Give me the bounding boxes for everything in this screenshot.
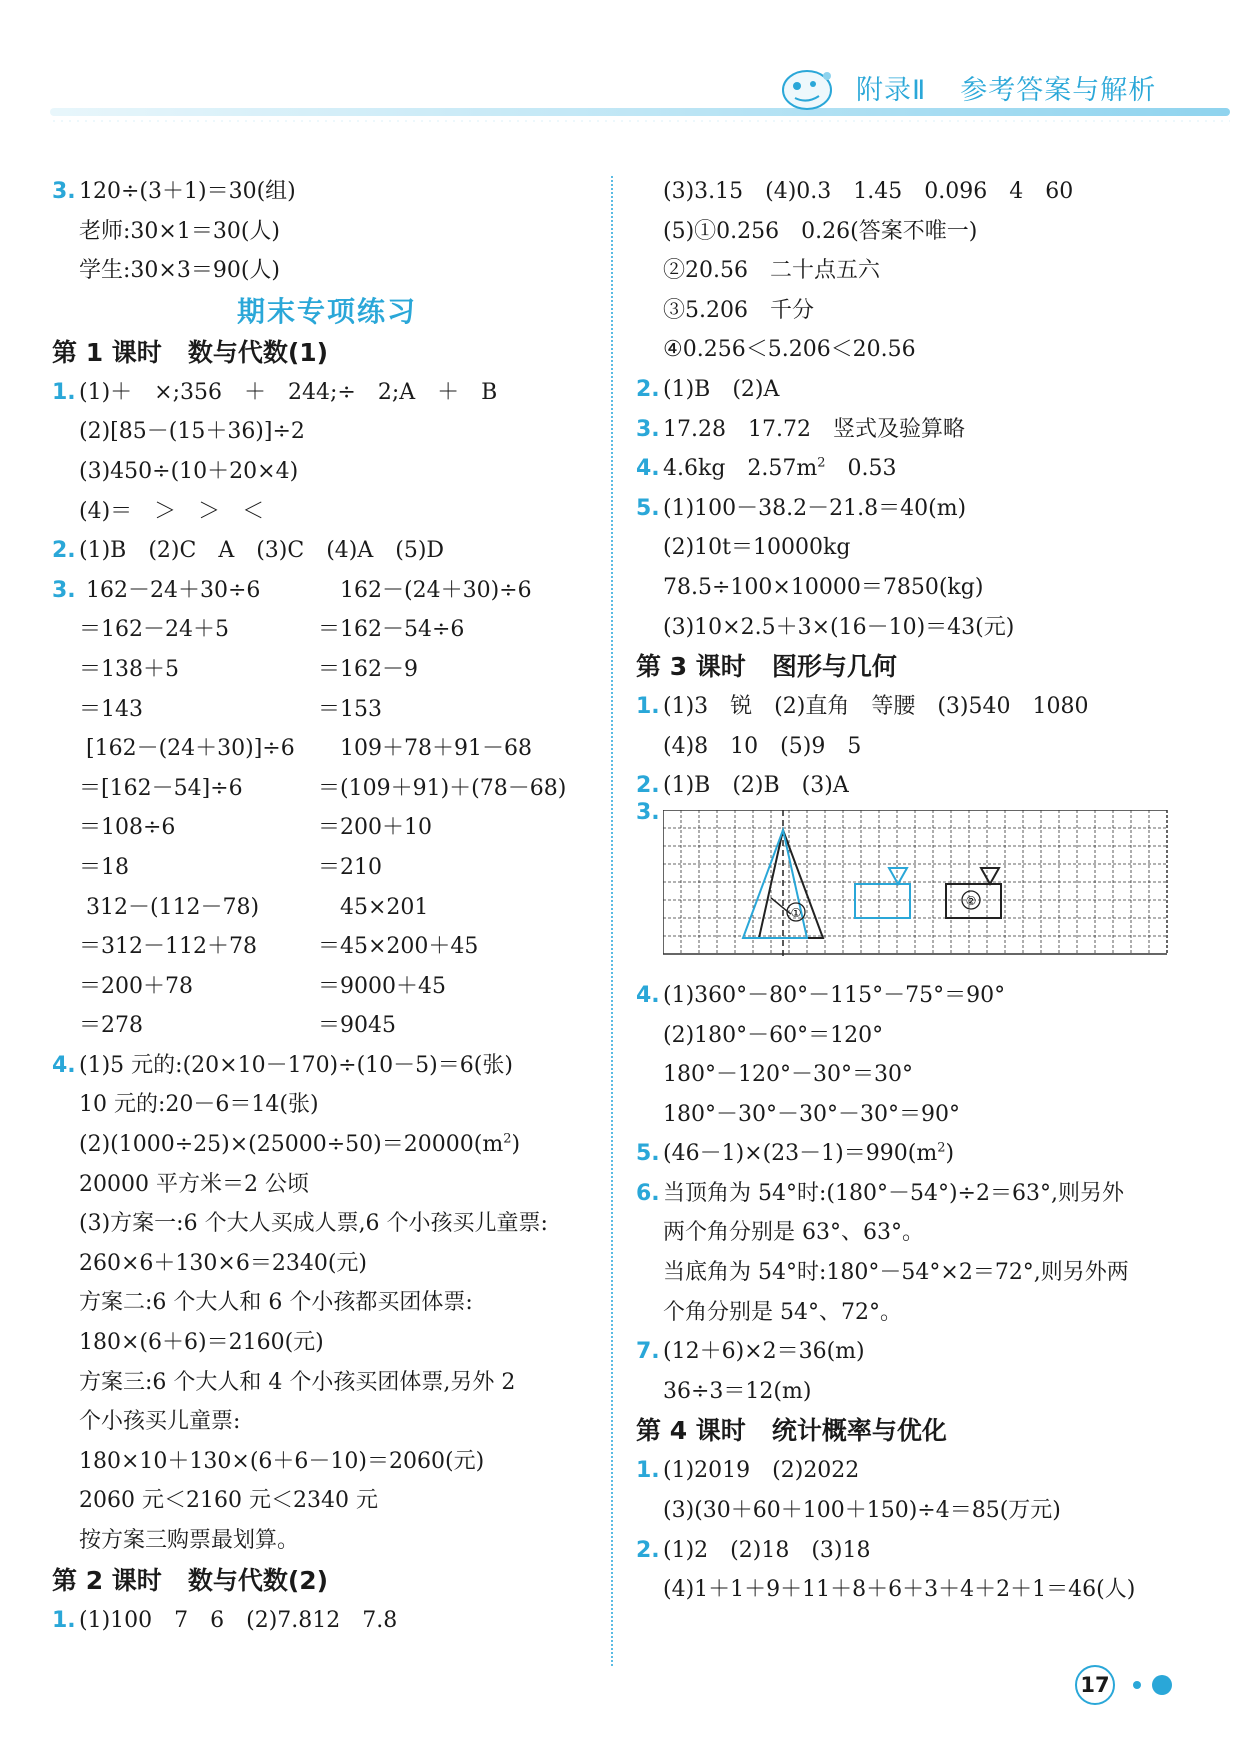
- answer-line: [636, 528, 1196, 568]
- question-number: 4.: [636, 982, 660, 1008]
- answer-line: [636, 1055, 1196, 1095]
- answer-text: (1)＋ ×;356 ＋ 244;÷ 2;A ＋ B: [79, 379, 498, 405]
- calc-left: 312－(112－78): [79, 894, 260, 920]
- answer-line: [52, 1046, 602, 1086]
- answer-line: [636, 1253, 1196, 1293]
- answer-text: (2)(1000÷25)×(25000÷50)＝20000(m: [79, 1132, 504, 1158]
- lesson-2-question-1: 1. (1)100 7 6 (2)7.812 7.8: [52, 1607, 398, 1633]
- calc-left: ＝278: [79, 1013, 143, 1039]
- calc-right: ＝162－9: [318, 656, 418, 682]
- superscript: 2: [817, 455, 826, 471]
- answer-line: [52, 412, 602, 452]
- calc-right: ＝(109＋91)＋(78－68): [318, 775, 567, 801]
- answer-line: [636, 1531, 1196, 1571]
- question-3-block: [52, 571, 602, 1046]
- calc-right: 162－(24＋30)÷6: [340, 577, 532, 603]
- answer-text: 按方案三购票最划算。: [79, 1528, 300, 1553]
- calc-right: ＝210: [318, 854, 382, 880]
- answer-text: (3)450÷(10＋20×4): [79, 458, 299, 484]
- answer-text: 当底角为 54°时:180°－54°×2＝72°,则另外两: [663, 1260, 1129, 1286]
- question-4-block: [52, 1046, 602, 1561]
- lesson-3-heading: 第 3 课时 图形与几何: [636, 652, 897, 682]
- calc-right: ＝9000＋45: [318, 973, 446, 999]
- answer-text: (1)5 元的:(20×10－170)÷(10－5)＝6(张): [79, 1052, 513, 1078]
- answer-line: [52, 1442, 602, 1482]
- answer-line: [52, 1204, 602, 1244]
- question-number: 4.: [636, 456, 660, 482]
- section-title: 期末专项练习: [236, 294, 417, 328]
- answer-text: 10 元的:20－6＝14(张): [79, 1092, 319, 1118]
- answer-line: [636, 1332, 1196, 1372]
- left-top-block: [52, 172, 602, 291]
- answer-text: (2)180°－60°＝120°: [663, 1022, 884, 1048]
- calc-left: ＝108÷6: [79, 815, 176, 841]
- answer-line: [636, 1570, 1196, 1610]
- answer-text: 学生:30×3＝90(人): [79, 258, 280, 284]
- answer-text: 78.5÷100×10000＝7850(kg): [663, 574, 984, 600]
- answer-line: [52, 1402, 602, 1442]
- answer-text: 个角分别是 54°、72°。: [663, 1299, 902, 1325]
- answer-text: 个小孩买儿童票:: [79, 1409, 241, 1435]
- answer-line: [636, 489, 1196, 529]
- question-number: 4.: [52, 1052, 76, 1078]
- rotation-arrow: [771, 898, 791, 914]
- calc-right: ＝162－54÷6: [318, 617, 465, 643]
- answer-text: 260×6＋130×6＝2340(元): [79, 1250, 367, 1276]
- column-divider: [611, 176, 613, 1666]
- lesson-3-continued-block: [636, 976, 1196, 1412]
- answer-text: ②20.56 二十点五六: [663, 258, 880, 284]
- calc-right: ＝153: [318, 696, 382, 722]
- answer-line: [636, 976, 1196, 1016]
- calc-row: [52, 690, 602, 730]
- answer-line: [636, 212, 1196, 252]
- answer-line: [636, 1293, 1196, 1333]
- calc-row: [52, 808, 602, 848]
- answer-text: (1)2019 (2)2022: [663, 1458, 860, 1484]
- answer-line: [52, 172, 602, 212]
- grid-question-number: 3.: [636, 799, 660, 825]
- answer-line: [636, 608, 1196, 648]
- answer-text: 4.6kg 2.57m: [663, 456, 818, 482]
- calc-left: ＝162－24＋5: [79, 617, 229, 643]
- answer-line: [636, 1134, 1196, 1174]
- answer-text: 36÷3＝12(m): [663, 1378, 812, 1404]
- answer-line: [636, 1174, 1196, 1214]
- answer-text: 180×(6＋6)＝2160(元): [79, 1330, 324, 1356]
- lesson-3-block: [636, 687, 1196, 806]
- answer-text: 180°－30°－30°－30°＝90°: [663, 1101, 960, 1127]
- answer-line: [52, 1363, 602, 1403]
- page-number: 17: [1075, 1665, 1115, 1705]
- calc-row: [52, 848, 602, 888]
- geometry-grid-figure: [636, 799, 1196, 976]
- answer-text: (5)①0.256 0.26(答案不唯一): [663, 218, 978, 244]
- calc-right: 45×201: [340, 894, 429, 920]
- question-number: 5.: [636, 1141, 660, 1167]
- answer-text: 2060 元＜2160 元＜2340 元: [79, 1488, 378, 1514]
- calc-left: ＝[162－54]÷6: [79, 775, 243, 801]
- answer-line: [52, 1125, 602, 1165]
- answer-text: (1)2 (2)18 (3)18: [663, 1537, 871, 1563]
- calc-right: ＝200＋10: [318, 815, 432, 841]
- translated-rectangle: [855, 884, 910, 918]
- answer-line: [636, 687, 1196, 727]
- answer-text: (3)方案一:6 个大人买成人票,6 个小孩买儿童票:: [79, 1211, 548, 1237]
- question-number: 1.: [52, 379, 76, 405]
- calc-right: ＝9045: [318, 1013, 396, 1039]
- answer-line: [52, 1521, 602, 1561]
- left-column: [52, 172, 602, 1640]
- answer-line: [636, 410, 1196, 450]
- grid-diagram: [663, 810, 1179, 960]
- calc-left: ＝143: [79, 696, 143, 722]
- answer-text: 180°－120°－30°＝30°: [663, 1062, 913, 1088]
- answer-line: [636, 1491, 1196, 1531]
- answer-line: [636, 1213, 1196, 1253]
- question-number: 2.: [636, 376, 660, 402]
- answer-text: 20000 平方米＝2 公顷: [79, 1171, 309, 1197]
- header-subtitle: 参考答案与解析: [960, 75, 1157, 106]
- superscript: 2: [937, 1140, 946, 1156]
- answer-text: ③5.206 千分: [663, 297, 814, 323]
- calc-row: [52, 927, 602, 967]
- lesson-4-heading: 第 4 课时 统计概率与优化: [636, 1416, 947, 1446]
- answer-line: [636, 449, 1196, 489]
- answer-text: (3)(30＋60＋100＋150)÷4＝85(万元): [663, 1498, 1061, 1524]
- question-2-line: 2. (1)B (2)C A (3)C (4)A (5)D: [52, 538, 445, 564]
- answer-text: 方案三:6 个大人和 4 个小孩买团体票,另外 2: [79, 1369, 516, 1395]
- page-dot-small: [1133, 1681, 1141, 1689]
- answer-text: 180×10＋130×(6＋6－10)＝2060(元): [79, 1448, 485, 1474]
- question-number: 2.: [636, 1537, 660, 1563]
- superscript: 2: [503, 1131, 512, 1147]
- answer-line: [52, 212, 602, 252]
- answer-text: (1)B (2)A: [663, 376, 780, 402]
- answer-text: (1)B (2)B (3)A: [663, 773, 849, 799]
- answer-line: [636, 1451, 1196, 1491]
- answer-line: [52, 1165, 602, 1205]
- calc-row: [52, 571, 602, 611]
- answer-line: [636, 370, 1196, 410]
- answer-line: [52, 1283, 602, 1323]
- answer-line: [636, 766, 1196, 806]
- translated-flag: [889, 868, 907, 884]
- answer-tail: 0.53: [825, 456, 897, 482]
- calc-left: ＝138＋5: [79, 656, 179, 682]
- answer-text: (2)[85－(15＋36)]÷2: [79, 419, 305, 445]
- answer-text: 当顶角为 54°时:(180°－54°)÷2＝63°,则另外: [663, 1180, 1124, 1206]
- flag-shape: [981, 868, 999, 884]
- page-dot-large: [1152, 1675, 1172, 1695]
- question-number: 3.: [636, 416, 660, 442]
- answer-line: [636, 568, 1196, 608]
- question-number: 3.: [52, 577, 76, 603]
- label-1: ①: [790, 905, 802, 920]
- lesson-4-block: [636, 1451, 1196, 1609]
- question-number: 2.: [636, 773, 660, 799]
- answer-line: [52, 373, 602, 413]
- answer-text: (4)1＋1＋9＋11＋8＋6＋3＋4＋2＋1＝46(人): [663, 1577, 1136, 1603]
- answer-text: 老师:30×1＝30(人): [79, 218, 280, 244]
- question-number: 7.: [636, 1339, 660, 1365]
- calc-row: [52, 1006, 602, 1046]
- answer-text: (12＋6)×2＝36(m): [663, 1339, 865, 1365]
- answer-line: [636, 291, 1196, 331]
- question-1-block: [52, 373, 602, 531]
- mascot-icon: [777, 62, 835, 112]
- calc-left: ＝18: [79, 854, 129, 880]
- answer-text: (1)3 锐 (2)直角 等腰 (3)540 1080: [663, 694, 1089, 720]
- calc-row: [52, 769, 602, 809]
- question-number: 1.: [636, 1458, 660, 1484]
- answer-text: 17.28 17.72 竖式及验算略: [663, 416, 965, 442]
- answer-line: [52, 1481, 602, 1521]
- calc-right: ＝45×200＋45: [318, 934, 479, 960]
- answer-line: [52, 1085, 602, 1125]
- answer-text: 方案二:6 个大人和 6 个小孩都买团体票:: [79, 1290, 473, 1316]
- answer-text: (3)10×2.5＋3×(16－10)＝43(元): [663, 614, 1015, 640]
- question-number: 1.: [636, 694, 660, 720]
- label-2: ②: [965, 893, 977, 908]
- answer-text: (46－1)×(23－1)＝990(m: [663, 1141, 938, 1167]
- calc-left: ＝312－112＋78: [79, 934, 257, 960]
- question-number: 6.: [636, 1180, 660, 1206]
- calc-row: [52, 650, 602, 690]
- answer-line: [52, 452, 602, 492]
- question-number: 5.: [636, 495, 660, 521]
- grid-lines: [663, 810, 1167, 954]
- answer-text: (2)10t＝10000kg: [663, 535, 851, 561]
- calc-left: [162－(24＋30)]÷6: [79, 736, 295, 762]
- calc-row: [52, 967, 602, 1007]
- lesson-1-heading: 第 1 课时 数与代数(1): [52, 337, 329, 367]
- calc-left: 162－24＋30÷6: [79, 577, 261, 603]
- right-top-block: [636, 172, 1196, 647]
- calc-left: ＝200＋78: [79, 973, 193, 999]
- answer-line: [52, 251, 602, 291]
- answer-line: [636, 1372, 1196, 1412]
- answer-text: (4)8 10 (5)9 5: [663, 733, 862, 759]
- answer-text: 两个角分别是 63°、63°。: [663, 1220, 924, 1246]
- answer-line: [52, 1323, 602, 1363]
- calc-row: [52, 729, 602, 769]
- right-column: [636, 172, 1196, 1610]
- answer-line: [636, 251, 1196, 291]
- answer-tail: ): [511, 1132, 521, 1158]
- answer-text: (1)360°－80°－115°－75°＝90°: [663, 982, 1006, 1008]
- answer-line: [636, 727, 1196, 767]
- question-number: 3.: [52, 179, 76, 204]
- answer-tail: ): [945, 1141, 955, 1167]
- answer-line: [636, 1016, 1196, 1056]
- answer-line: [636, 330, 1196, 370]
- appendix-label: 附录Ⅱ: [856, 75, 927, 106]
- answer-line: [52, 492, 602, 532]
- calc-row: [52, 888, 602, 928]
- calc-right: 109＋78＋91－68: [340, 736, 532, 762]
- answer-text: ④0.256＜5.206＜20.56: [663, 337, 916, 363]
- answer-line: [636, 1095, 1196, 1135]
- header-title: [856, 68, 1216, 107]
- answer-line: [52, 1244, 602, 1284]
- answer-line: [636, 172, 1196, 212]
- answer-text: (4)＝ ＞ ＞ ＜: [79, 498, 265, 524]
- header-dots: [50, 120, 1230, 122]
- lesson-2-heading: 第 2 课时 数与代数(2): [52, 1565, 329, 1595]
- answer-text: 120÷(3＋1)＝30(组): [79, 179, 296, 204]
- answer-text: (3)3.15 (4)0.3 1.45 0.096 4 60: [663, 179, 1074, 204]
- header-band: [50, 108, 1230, 116]
- calc-row: [52, 610, 602, 650]
- answer-text: (1)100－38.2－21.8＝40(m): [663, 495, 967, 521]
